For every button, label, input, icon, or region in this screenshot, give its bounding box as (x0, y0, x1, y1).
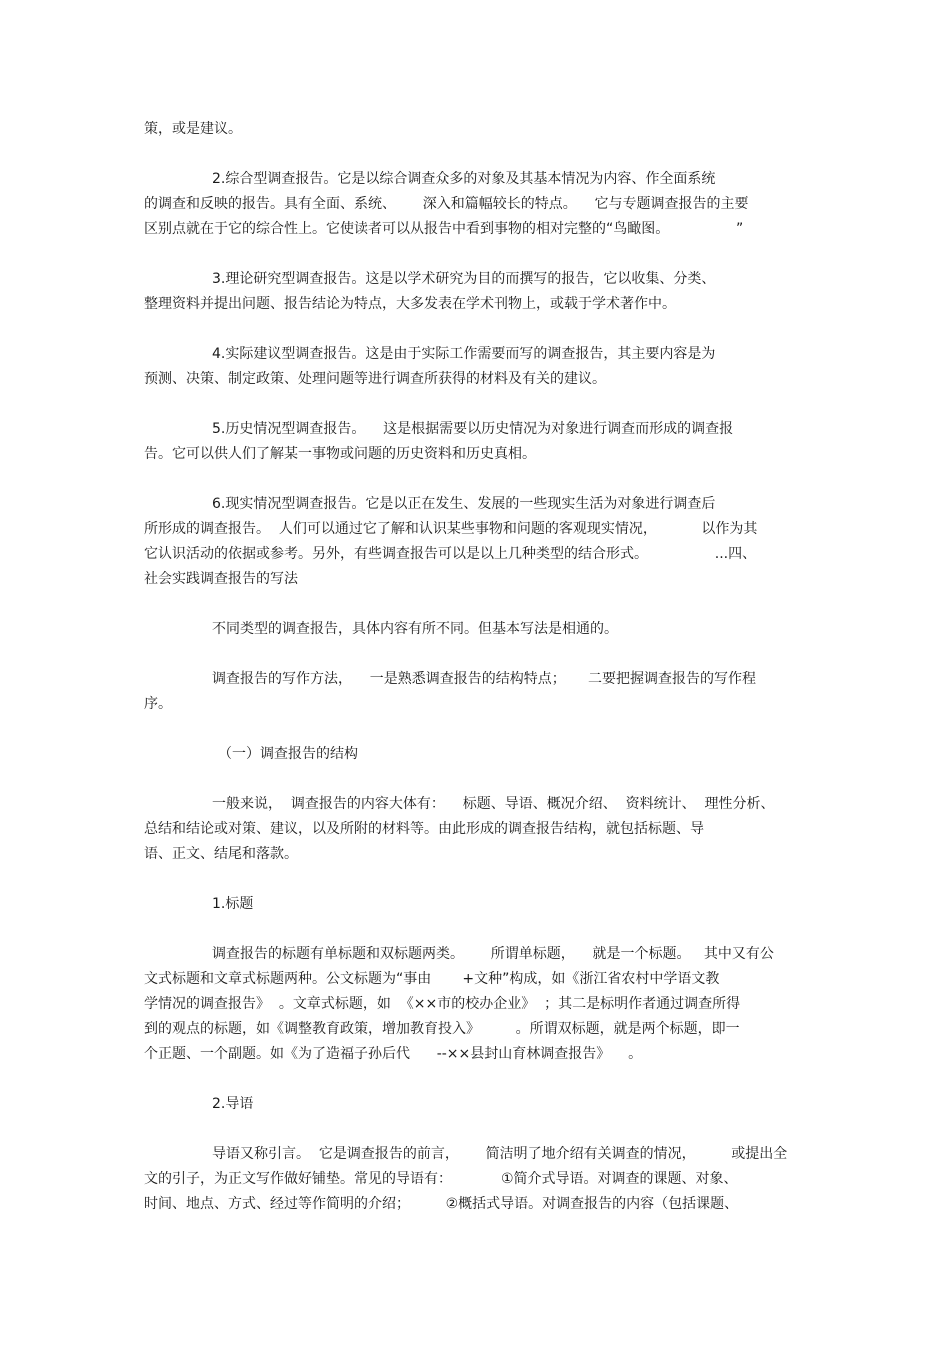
subsection-heading: 1.标题 (212, 896, 254, 912)
text-line: 策，或是建议。 (144, 121, 242, 137)
text-line: 2.综合型调查报告。它是以综合调查众多的对象及其基本情况为内容、作全面系统 (212, 171, 716, 187)
text-line: 3.理论研究型调查报告。这是以学术研究为目的而撰写的报告，它以收集、分类、 (212, 271, 716, 287)
text-line: 调查报告的写作方法， 一是熟悉调查报告的结构特点； 二要把握调查报告的写作程 (212, 671, 757, 687)
text-line: 预测、决策、制定政策、处理问题等进行调查所获得的材料及有关的建议。 (144, 371, 606, 387)
text-line: 个正题、一个副题。如《为了造福子孙后代 --××县封山育林调查报告》 。 (144, 1046, 643, 1062)
text-line: 所形成的调查报告。 人们可以通过它了解和认识某些事物和问题的客观现实情况， 以作为其 (144, 521, 758, 537)
text-line: 6.现实情况型调查报告。它是以正在发生、发展的一些现实生活为对象进行调查后 (212, 496, 716, 512)
text-line: 一般来说， 调查报告的内容大体有： 标题、导语、概况介绍、 资料统计、 理性分析、 (212, 796, 775, 812)
text-line: 学情况的调查报告》 。文章式标题，如 《××市的校办企业》 ；其二是标明作者通过调查所得 (144, 996, 741, 1012)
text-line: 区别点就在于它的综合性上。它使读者可以从报告中看到事物的相对完整的“鸟瞰图。 ” (144, 221, 744, 237)
text-line: 语、正文、结尾和落款。 (144, 846, 298, 862)
text-line: 不同类型的调查报告，具体内容有所不同。但基本写法是相通的。 (212, 621, 618, 637)
section-heading: （一）调查报告的结构 (218, 746, 358, 762)
text-line: 5.历史情况型调查报告。 这是根据需要以历史情况为对象进行调查而形成的调查报 (212, 421, 734, 437)
text-line: 整理资料并提出问题、报告结论为特点，大多发表在学术刊物上，或载于学术著作中。 (144, 296, 676, 312)
text-line: 它认识活动的依据或参考。另外，有些调查报告可以是以上几种类型的结合形式。 ...四、 (144, 546, 757, 562)
text-line: 导语又称引言。 它是调查报告的前言， 简洁明了地介绍有关调查的情况， 或提出全 (212, 1146, 788, 1162)
text-line: 4.实际建议型调查报告。这是由于实际工作需要而写的调查报告，其主要内容是为 (212, 346, 716, 362)
text-line: 调查报告的标题有单标题和双标题两类。 所谓单标题， 就是一个标题。 其中又有公 (212, 946, 774, 962)
text-line: 社会实践调查报告的写法 (144, 571, 298, 587)
text-line: 告。它可以供人们了解某一事物或问题的历史资料和历史真相。 (144, 446, 536, 462)
text-line: 总结和结论或对策、建议，以及所附的材料等。由此形成的调查报告结构，就包括标题、导 (144, 821, 704, 837)
text-line: 的调查和反映的报告。具有全面、系统、 深入和篇幅较长的特点。 它与专题调查报告的主要 (144, 196, 749, 212)
text-line: 文式标题和文章式标题两种。公文标题为“事由 +文种”构成，如《浙江省农村中学语文教 (144, 971, 720, 987)
subsection-heading: 2.导语 (212, 1096, 254, 1112)
text-line: 时间、地点、方式、经过等作简明的介绍； ②概括式导语。对调查报告的内容（包括课题、 (144, 1196, 739, 1212)
text-line: 到的观点的标题，如《调整教育政策，增加教育投入》 。所谓双标题，就是两个标题，即一 (144, 1021, 740, 1037)
text-line: 文的引子，为正文写作做好铺垫。常见的导语有： ①简介式导语。对调查的课题、对象、 (144, 1171, 738, 1187)
text-line: 序。 (144, 696, 172, 712)
